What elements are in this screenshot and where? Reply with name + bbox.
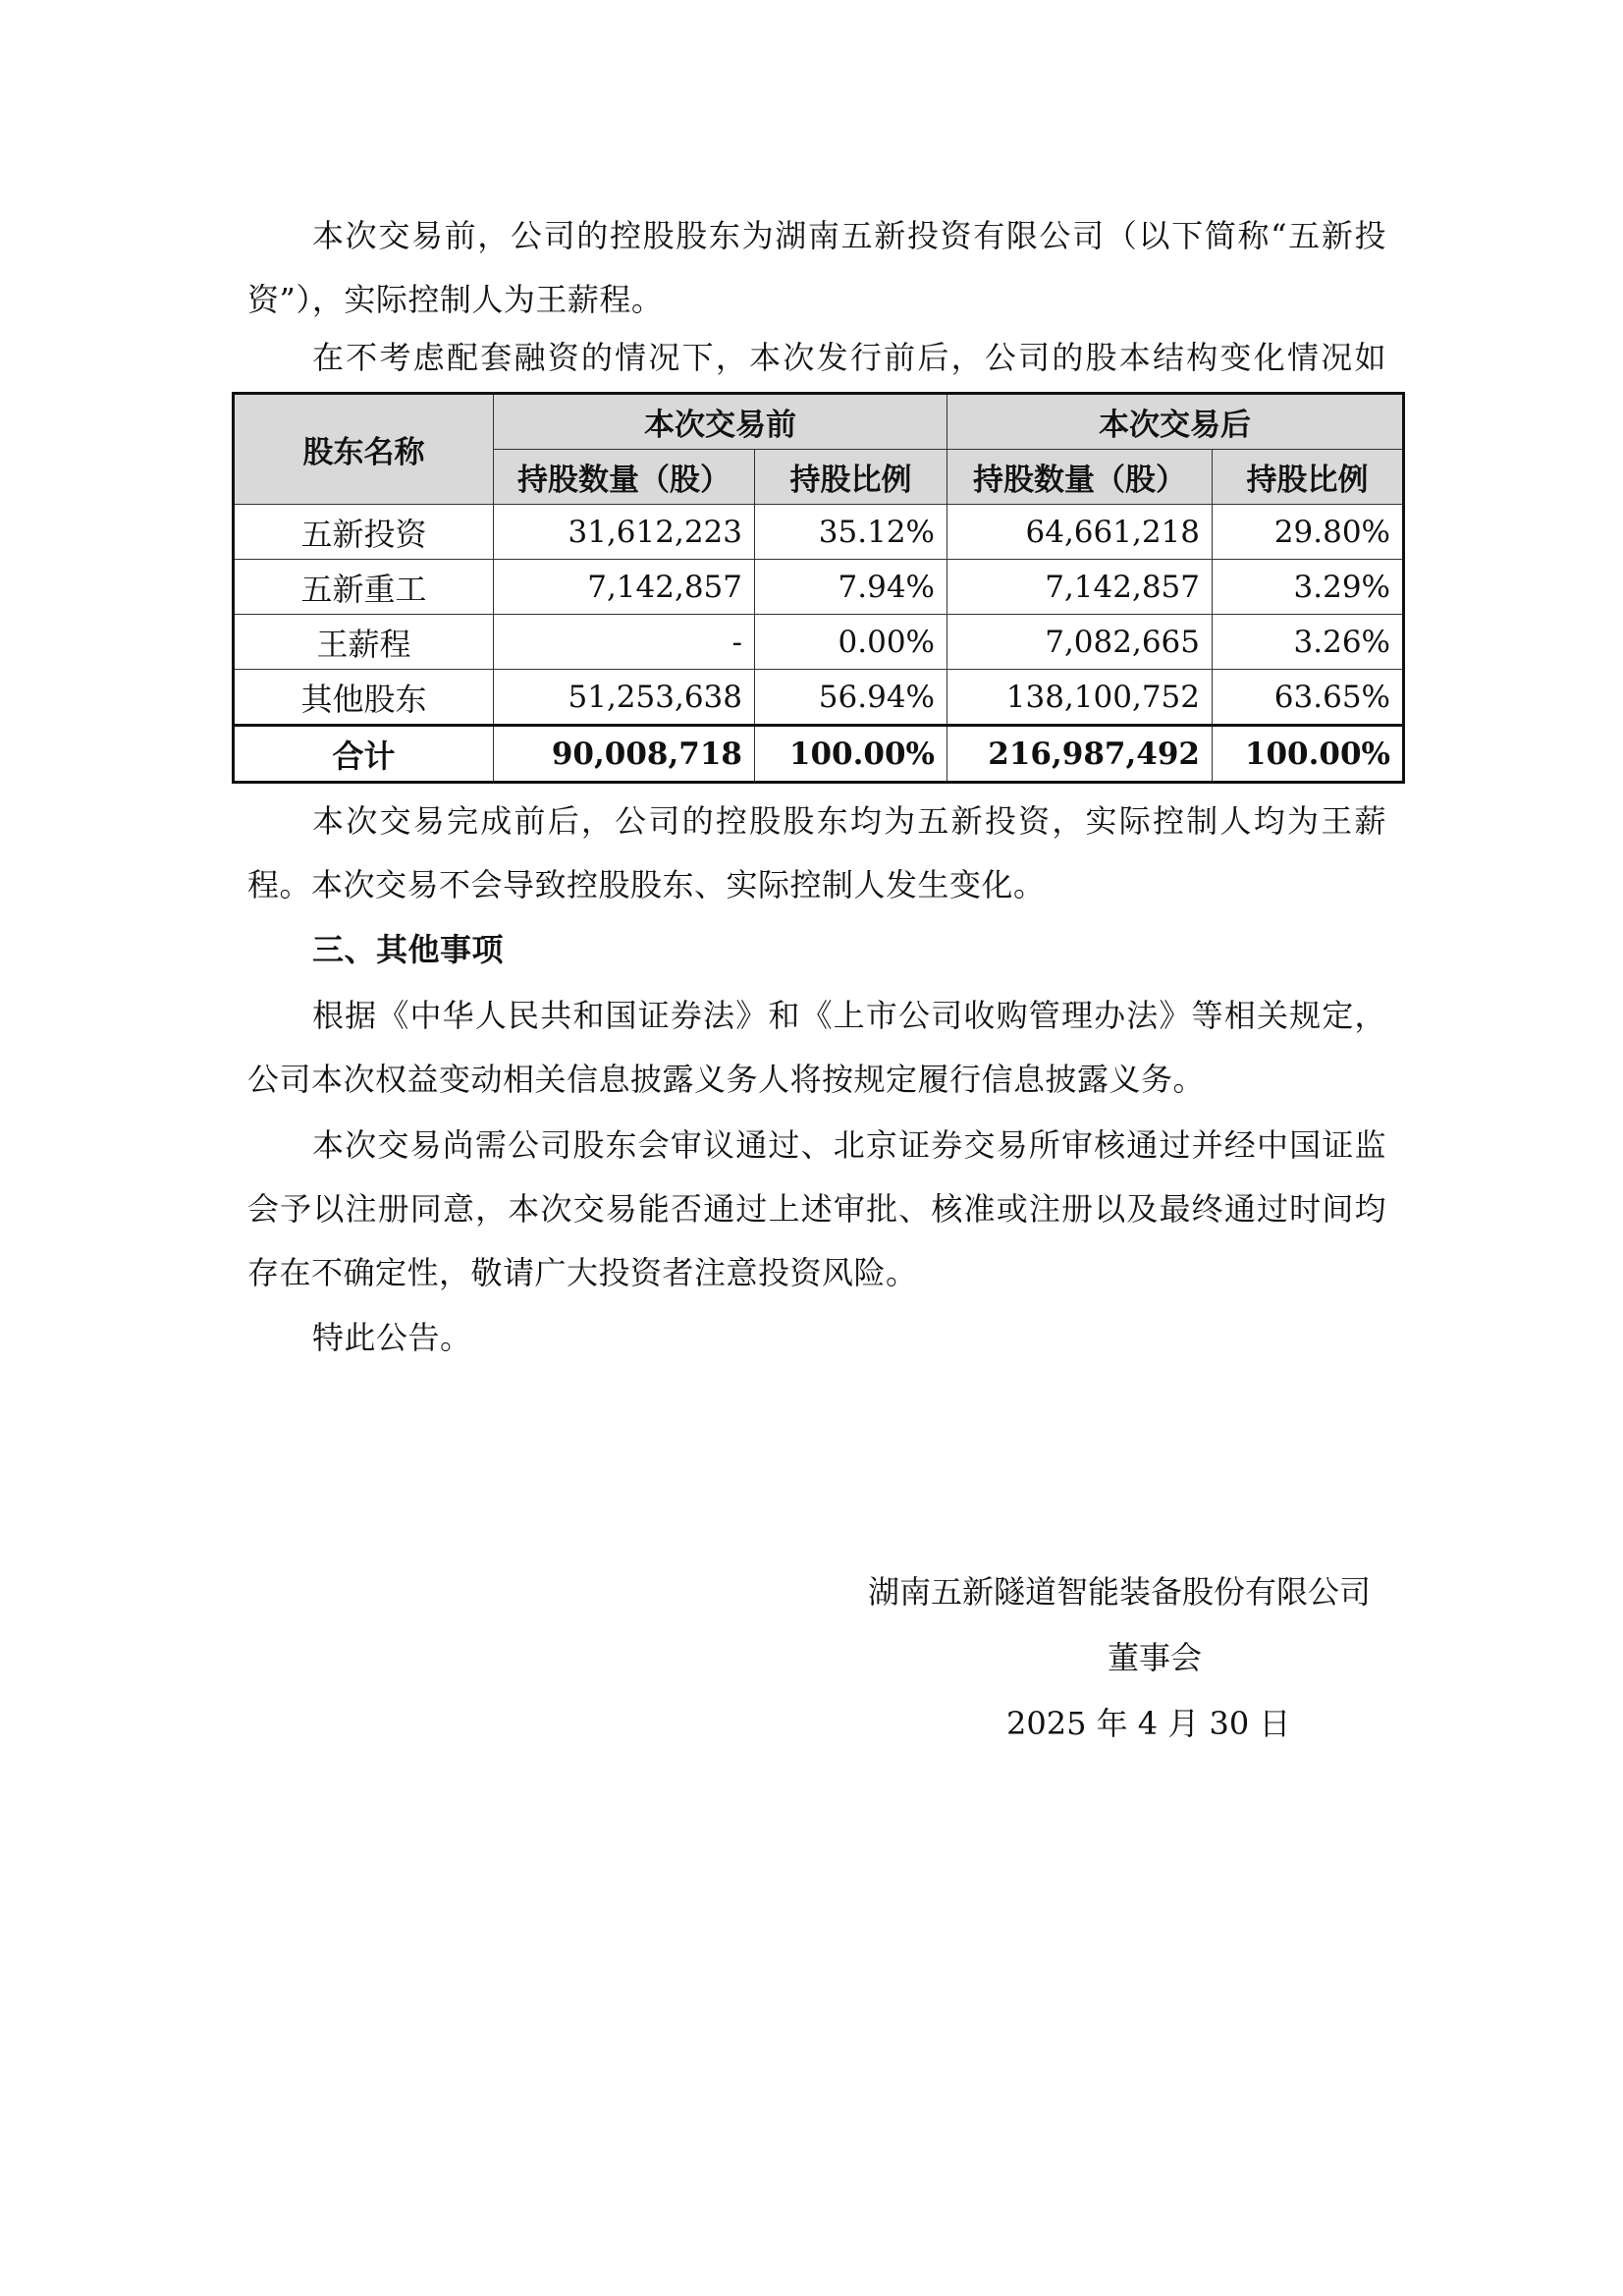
table-header-row-1 [234, 394, 1404, 450]
shareholder-name: 五新投资 [234, 505, 494, 560]
after-ratio: 3.26% [1213, 615, 1404, 670]
header-after-shares: 持股数量（股） [947, 450, 1213, 505]
after-ratio: 29.80% [1213, 505, 1404, 560]
before-shares: - [494, 615, 755, 670]
paragraph-control-unchanged: 本次交易完成前后，公司的控股股东均为五新投资，实际控制人均为王薪程。本次交易不会导致控股股东、实际控制人发生变化。 [247, 802, 1386, 903]
total-after-shares: 216,987,492 [947, 726, 1213, 783]
table-row [234, 505, 1404, 560]
shareholder-name: 五新重工 [234, 560, 494, 615]
before-shares: 51,253,638 [494, 670, 755, 726]
paragraph-risk-notice: 本次交易尚需公司股东会审议通过、北京证券交易所审核通过并经中国证监会予以注册同意，本次交易能否通过上述审批、核准或注册以及最终通过时间均存在不确定性，敬请广大投资者注意投资风险。 [247, 1126, 1386, 1291]
before-ratio: 56.94% [755, 670, 947, 726]
before-ratio: 0.00% [755, 615, 947, 670]
paragraph-closing: 特此公告。 [312, 1319, 472, 1356]
paragraph-table-intro: 在不考虑配套融资的情况下，本次发行前后，公司的股本结构变化情况如 [312, 339, 1386, 376]
after-ratio: 3.29% [1213, 560, 1404, 615]
total-label: 合计 [234, 726, 494, 783]
before-shares: 31,612,223 [494, 505, 755, 560]
table-row [234, 670, 1404, 726]
shareholder-name: 王薪程 [234, 615, 494, 670]
table-row [234, 560, 1404, 615]
after-shares: 138,100,752 [947, 670, 1213, 726]
before-shares: 7,142,857 [494, 560, 755, 615]
section-heading-other-matters: 三、其他事项 [312, 931, 505, 968]
shareholder-name: 其他股东 [234, 670, 494, 726]
header-after-transaction: 本次交易后 [947, 394, 1404, 450]
total-after-ratio: 100.00% [1213, 726, 1404, 783]
paragraph-controlling-shareholder: 本次交易前，公司的控股股东为湖南五新投资有限公司（以下简称“五新投资”），实际控制人为王薪程。 [247, 217, 1386, 318]
after-shares: 64,661,218 [947, 505, 1213, 560]
signature-date: 2025 年 4 月 30 日 [1006, 1705, 1291, 1742]
table-total-row [234, 726, 1404, 783]
before-ratio: 7.94% [755, 560, 947, 615]
signature-company: 湖南五新隧道智能装备股份有限公司 [868, 1573, 1372, 1611]
header-before-ratio: 持股比例 [755, 450, 947, 505]
header-after-ratio: 持股比例 [1213, 450, 1404, 505]
shareholding-structure-table [232, 392, 1405, 784]
header-before-shares: 持股数量（股） [494, 450, 755, 505]
after-ratio: 63.65% [1213, 670, 1404, 726]
paragraph-legal-basis: 根据《中华人民共和国证券法》和《上市公司收购管理办法》等相关规定，公司本次权益变动相关信息披露义务人将按规定履行信息披露义务。 [247, 997, 1386, 1098]
after-shares: 7,142,857 [947, 560, 1213, 615]
header-before-transaction: 本次交易前 [494, 394, 947, 450]
header-shareholder-name: 股东名称 [234, 394, 494, 505]
signature-board: 董事会 [1108, 1639, 1203, 1676]
total-before-shares: 90,008,718 [494, 726, 755, 783]
after-shares: 7,082,665 [947, 615, 1213, 670]
before-ratio: 35.12% [755, 505, 947, 560]
total-before-ratio: 100.00% [755, 726, 947, 783]
table-row [234, 615, 1404, 670]
